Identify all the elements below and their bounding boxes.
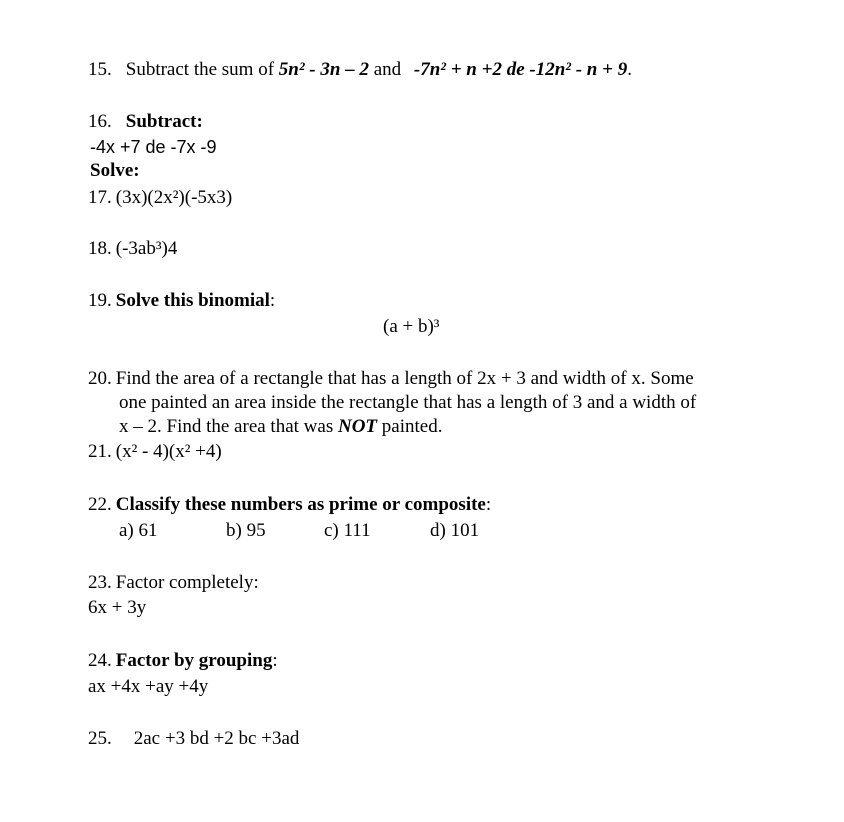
expression: -7n² + n +2 de -12n² - n + 9 — [413, 59, 628, 80]
question-title: Solve this binomial — [115, 290, 270, 311]
question-19 — [88, 289, 275, 313]
punctuation: : — [269, 290, 276, 311]
question-text: and — [368, 59, 406, 80]
expression: 6x + 3y — [88, 597, 147, 618]
question-number: 21. — [88, 441, 112, 462]
punctuation: : — [485, 494, 492, 515]
question-18 — [88, 237, 177, 261]
question-title: Factor completely: — [115, 572, 259, 593]
question-number: 22. — [88, 494, 112, 515]
question-title: Factor by grouping — [115, 650, 273, 671]
question-20 — [88, 367, 694, 391]
section-heading: Solve: — [90, 160, 140, 181]
question-text: Subtract the sum of — [125, 59, 279, 80]
question-number: 18. — [88, 238, 112, 259]
question-25 — [88, 727, 299, 751]
question-text-line — [119, 415, 442, 439]
expression: (-3ab³)4 — [115, 238, 178, 259]
expression: ax +4x +ay +4y — [88, 676, 209, 697]
question-21 — [88, 440, 222, 464]
expression: -4x +7 de -7x -9 — [90, 137, 217, 157]
question-title: Subtract: — [125, 111, 203, 132]
question-number: 25. — [88, 728, 112, 749]
question-number: 15. — [88, 59, 112, 80]
question-24 — [88, 649, 278, 673]
option-d: d) 101 — [430, 520, 480, 541]
expression: 2ac +3 bd +2 bc +3ad — [133, 728, 300, 749]
question-17 — [88, 186, 232, 210]
option-a: a) 61 — [119, 520, 158, 541]
question-number: 20. — [88, 368, 112, 389]
question-text: painted. — [377, 416, 443, 437]
question-text: one painted an area inside the rectangle that has a length of 3 and a width of — [119, 392, 697, 413]
expression: (a + b)³ — [383, 316, 440, 337]
question-number: 19. — [88, 290, 112, 311]
question-22 — [88, 493, 491, 517]
question-text: Find the area of a rectangle that has a length of 2x + 3 and width of x. Some — [115, 368, 694, 389]
option-b: b) 95 — [226, 520, 266, 541]
expression: (3x)(2x²)(-5x3) — [115, 187, 233, 208]
question-23 — [88, 571, 259, 595]
punctuation: . — [627, 59, 632, 80]
punctuation: : — [272, 650, 278, 671]
question-text: x – 2. Find the area that was — [119, 416, 338, 437]
question-number: 24. — [88, 650, 112, 671]
question-number: 17. — [88, 187, 112, 208]
question-number: 23. — [88, 572, 112, 593]
question-16 — [88, 110, 203, 134]
expression: (x² - 4)(x² +4) — [115, 441, 222, 462]
question-title: Classify these numbers as prime or composite — [115, 494, 486, 515]
option-c: c) 111 — [324, 520, 371, 541]
question-15 — [88, 58, 632, 82]
expression: 5n² - 3n – 2 — [278, 59, 369, 80]
emphasis: NOT — [337, 416, 378, 437]
question-number: 16. — [88, 111, 112, 132]
